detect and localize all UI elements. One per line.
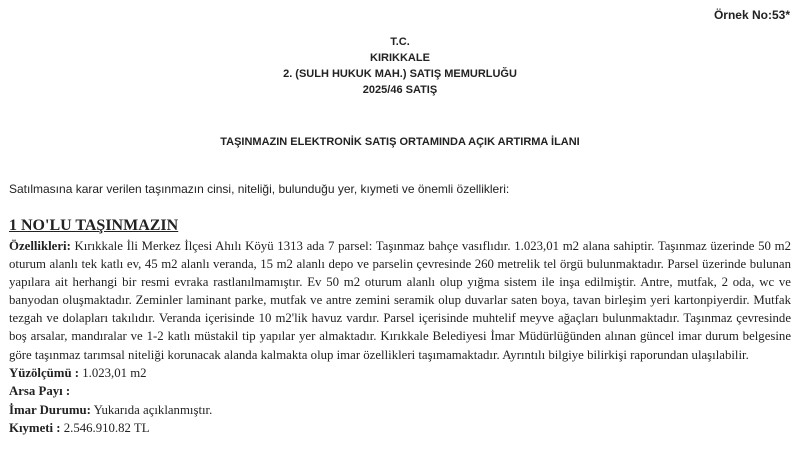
share-field [9,382,791,401]
property-section [9,216,791,438]
features-label: Özellikleri: [9,239,71,253]
intro-text: Satılmasına karar verilen taşınmazın cinsi, niteliği, bulunduğu yer, kıymeti ve önemli özellikleri: [9,182,510,196]
zoning-label: İmar Durumu: [9,402,91,417]
header-country: T.C. [390,36,410,48]
zoning-value: Yukarıda açıklanmıştır. [90,402,213,417]
property-title: 1 NO'LU TAŞINMAZIN [9,217,179,234]
sample-number: Örnek No:53* [713,8,790,22]
property-features [9,237,791,364]
zoning-field [9,401,791,420]
header-office: 2. (SULH HUKUK MAH.) SATIŞ MEMURLUĞU [283,68,517,80]
value-amount: 2.546.910.82 TL [60,421,150,436]
features-text: Kırıkkale İli Merkez İlçesi Ahılı Köyü 1313 ada 7 parsel: Taşınmaz bahçe vasıflıdır. 1.023,01 m2 alana sahiptir. Taşınmaz üzerinde 50 m2 oturum alanlı tek katlı ev, 45 m2 alanlı veranda, 15 m2 alanlı depo ve parselin çevresinde 260 metrelik tel örgü bulunmaktadır. Parsel üzerinde bulunan yapılara ait herhangi bir resmi evraka rastlanılmamıştır. Ev 50 m2 oturum alanlı olup yığma sistem ile inşa edilmiştir. Antre, mutfak, 2 oda, wc ve banyodan oluşmaktadır. Zeminler laminant parke, mutfak ve antre zemini seramik olup duvarlar saten boya, tavan birleşim yeri kartonpiyerdir. Mutfak tezgah ve dolapları takılıdır. Veranda içerisinde 10 m2'lik havuz vardır. Parsel içerisinde muhtelif meyve ağaçları bulunmaktadır. Taşınmaz çevresinde boş arsalar, mandıralar ve 1-2 katlı müstakil tip yapılar yer almaktadır. Kırıkkale Belediyesi İmar Müdürlüğünden alınan güncel imar durum belgesine göre taşınmaz tarımsal niteliği korunacak alanda kalmakta olup imar özellikleri taşımamaktadır. Ayrıntılı bilgiye bilirkişi raporundan ulaşılabilir. [9,239,791,362]
value-field [9,419,791,438]
area-label: Yüzölçümü : [9,365,80,380]
announcement-title: TAŞINMAZIN ELEKTRONİK SATIŞ ORTAMINDA AÇIK ARTIRMA İLANI [220,136,580,148]
share-label: Arsa Payı : [9,384,71,399]
header-city: KIRIKKALE [370,52,430,64]
document-header [0,34,800,98]
area-value: 1.023,01 m2 [79,365,147,380]
area-field [9,364,791,383]
header-file-number: 2025/46 SATIŞ [362,84,438,96]
value-label: Kıymeti : [9,421,61,436]
